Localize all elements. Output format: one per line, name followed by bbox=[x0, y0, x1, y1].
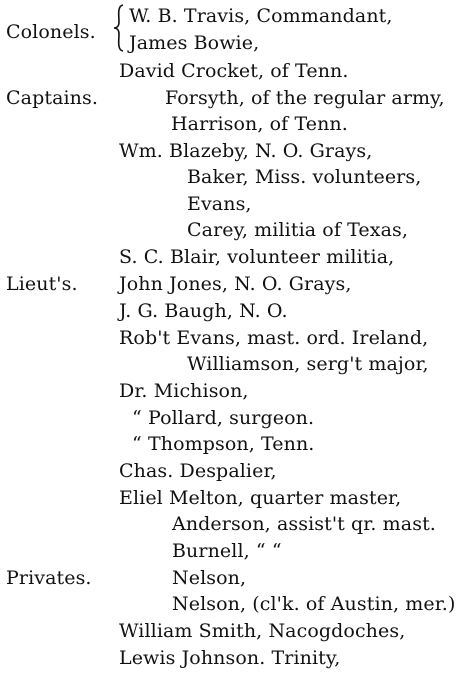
entry-line: Lewis Johnson. Trinity, bbox=[119, 647, 341, 669]
entry-line: “ Pollard, surgeon. bbox=[132, 407, 315, 429]
entry-line: Burnell, “ “ bbox=[172, 540, 282, 562]
entry-line: W. B. Travis, Commandant, bbox=[129, 5, 393, 27]
entry-line: David Crocket, of Tenn. bbox=[119, 60, 349, 82]
section-label-privates: Privates. bbox=[6, 567, 92, 589]
entry-line: Anderson, assist't qr. mast. bbox=[172, 513, 436, 535]
entry-line: S. C. Blair, volunteer militia, bbox=[119, 246, 395, 268]
entry-line: Wm. Blazeby, N. O. Grays, bbox=[119, 140, 373, 162]
section-label-lieuts: Lieut's. bbox=[6, 273, 78, 295]
brace-icon bbox=[112, 4, 126, 52]
section-label-captains: Captains. bbox=[6, 87, 98, 109]
entry-line: J. G. Baugh, N. O. bbox=[119, 300, 288, 322]
entry-line: “ Thompson, Tenn. bbox=[132, 433, 315, 455]
entry-line: Nelson, (cl'k. of Austin, mer.) bbox=[172, 593, 456, 615]
entry-line: Eliel Melton, quarter master, bbox=[119, 487, 402, 509]
entry-line: Harrison, of Tenn. bbox=[171, 113, 348, 135]
entry-line: Williamson, serg't major, bbox=[187, 353, 429, 375]
entry-line: Rob't Evans, mast. ord. Ireland, bbox=[119, 327, 429, 349]
entry-line: Chas. Despalier, bbox=[119, 460, 277, 482]
section-label-colonels: Colonels. bbox=[6, 21, 96, 43]
entry-line: James Bowie, bbox=[129, 32, 260, 54]
entry-line: William Smith, Nacogdoches, bbox=[119, 620, 406, 642]
entry-line: Carey, militia of Texas, bbox=[187, 219, 408, 241]
entry-line: John Jones, N. O. Grays, bbox=[119, 273, 352, 295]
entry-line: Evans, bbox=[187, 193, 252, 215]
entry-line: Baker, Miss. volunteers, bbox=[187, 166, 422, 188]
entry-line: Nelson, bbox=[172, 567, 247, 589]
entry-line: Dr. Michison, bbox=[119, 380, 249, 402]
entry-line: Forsyth, of the regular army, bbox=[165, 87, 445, 109]
